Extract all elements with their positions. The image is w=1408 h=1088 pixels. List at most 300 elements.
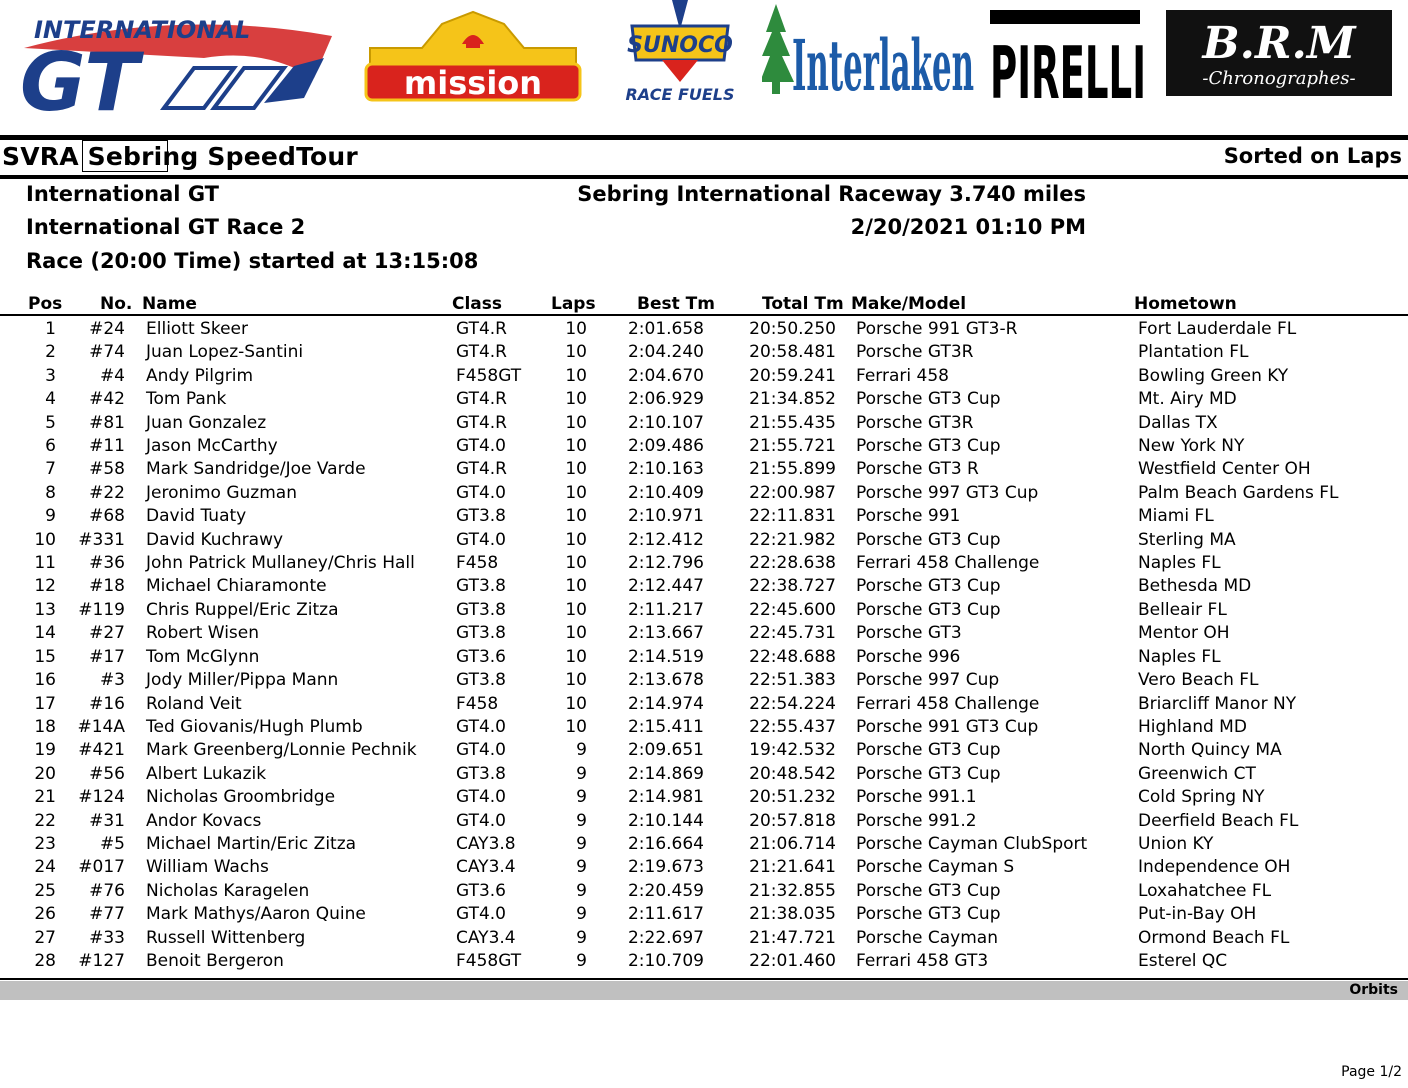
laps-cell: 9	[576, 833, 587, 854]
total-time-cell: 22:51.383	[749, 670, 836, 691]
column-header-no: No.	[100, 294, 133, 314]
class-cell: GT4.0	[456, 904, 506, 925]
hometown-cell: Naples FL	[1138, 646, 1221, 667]
table-row	[0, 880, 1408, 903]
position-cell: 27	[34, 927, 56, 948]
race-datetime: 2/20/2021 01:10 PM	[850, 215, 1086, 239]
hometown-cell: Esterel QC	[1138, 950, 1228, 971]
car-number-cell: #5	[99, 833, 125, 854]
position-cell: 2	[45, 342, 56, 363]
total-time-cell: 21:55.899	[749, 459, 836, 480]
position-cell: 18	[34, 716, 56, 737]
make-model-cell: Ferrari 458 Challenge	[856, 553, 1040, 574]
driver-name-cell: Jeronimo Guzman	[146, 482, 297, 503]
make-model-cell: Ferrari 458 GT3	[856, 950, 989, 971]
car-number-cell: #68	[89, 506, 125, 527]
svg-text:INTERNATIONAL: INTERNATIONAL	[34, 16, 251, 44]
class-cell: GT4.R	[456, 319, 507, 339]
driver-name-cell: Andor Kovacs	[146, 810, 262, 831]
hometown-cell: Westfield Center OH	[1138, 459, 1311, 480]
class-cell: F458	[456, 693, 499, 714]
car-number-cell: #119	[78, 599, 125, 620]
class-cell: GT3.8	[456, 763, 506, 784]
table-row	[0, 716, 1408, 739]
make-model-cell: Porsche GT3R	[856, 412, 974, 433]
position-cell: 10	[34, 529, 56, 550]
track-info: Sebring International Raceway 3.740 miles	[577, 182, 1086, 206]
car-number-cell: #76	[89, 880, 125, 901]
car-number-cell: #31	[89, 810, 125, 831]
laps-cell: 9	[576, 880, 587, 901]
make-model-cell: Porsche GT3 Cup	[856, 389, 1001, 410]
laps-cell: 10	[565, 342, 587, 363]
driver-name-cell: David Kuchrawy	[146, 529, 284, 550]
position-cell: 4	[45, 389, 56, 410]
laps-cell: 10	[565, 576, 587, 597]
hometown-cell: Naples FL	[1138, 553, 1221, 574]
total-time-cell: 21:21.641	[749, 857, 836, 878]
class-cell: GT3.8	[456, 599, 506, 620]
table-row	[0, 622, 1408, 645]
table-row	[0, 739, 1408, 762]
table-row	[0, 412, 1408, 435]
driver-name-cell: Robert Wisen	[146, 623, 260, 644]
best-time-cell: 2:04.240	[627, 342, 704, 363]
total-time-cell: 22:28.638	[749, 553, 836, 574]
driver-name-cell: Benoit Bergeron	[146, 950, 284, 971]
position-cell: 24	[34, 857, 56, 878]
laps-cell: 10	[565, 389, 587, 410]
make-model-cell: Porsche 991 GT3 Cup	[856, 716, 1039, 737]
car-number-cell: #74	[89, 342, 125, 363]
svg-text:Interlaken: Interlaken	[792, 24, 974, 98]
table-row	[0, 927, 1408, 950]
class-cell: GT4.0	[456, 716, 506, 737]
class-cell: GT4.0	[456, 482, 506, 503]
position-cell: 5	[45, 412, 56, 433]
column-header-rule	[0, 314, 1408, 316]
position-cell: 20	[34, 763, 56, 784]
best-time-cell: 2:10.409	[627, 482, 704, 503]
column-header-hometown: Hometown	[1134, 294, 1237, 314]
total-time-cell: 21:55.721	[749, 436, 836, 457]
class-cell: GT4.0	[456, 740, 506, 761]
total-time-cell: 22:45.731	[749, 623, 836, 644]
total-time-cell: 21:55.435	[749, 412, 836, 433]
table-row	[0, 552, 1408, 575]
car-number-cell: #27	[89, 623, 125, 644]
best-time-cell: 2:13.678	[627, 670, 704, 691]
laps-cell: 10	[565, 646, 587, 667]
class-cell: CAY3.8	[456, 833, 516, 854]
table-row	[0, 575, 1408, 598]
column-header-laps: Laps	[551, 294, 596, 314]
hometown-cell: New York NY	[1138, 436, 1245, 457]
car-number-cell: #017	[78, 857, 125, 878]
table-row	[0, 505, 1408, 528]
hometown-cell: Sterling MA	[1138, 529, 1236, 550]
hometown-cell: Plantation FL	[1138, 342, 1249, 363]
header-top-rule	[0, 135, 1408, 140]
brm-chronographes-logo	[1166, 10, 1392, 96]
laps-cell: 9	[576, 787, 587, 808]
car-number-cell: #4	[99, 365, 125, 386]
best-time-cell: 2:11.217	[627, 599, 704, 620]
make-model-cell: Porsche GT3 Cup	[856, 763, 1001, 784]
mission-logo	[362, 8, 584, 104]
car-number-cell: #24	[89, 319, 125, 339]
class-cell: GT4.0	[456, 529, 506, 550]
laps-cell: 10	[565, 319, 587, 339]
best-time-cell: 2:14.869	[627, 763, 704, 784]
svg-text:GT: GT	[20, 36, 139, 120]
driver-name-cell: Tom McGlynn	[146, 646, 260, 667]
best-time-cell: 2:10.107	[627, 412, 704, 433]
hometown-cell: North Quincy MA	[1138, 740, 1282, 761]
driver-name-cell: John Patrick Mullaney/Chris Hall	[146, 553, 415, 574]
best-time-cell: 2:22.697	[627, 927, 704, 948]
position-cell: 14	[34, 623, 56, 644]
total-time-cell: 20:58.481	[749, 342, 836, 363]
total-time-cell: 21:06.714	[749, 833, 836, 854]
car-number-cell: #124	[78, 787, 125, 808]
position-cell: 26	[34, 904, 56, 925]
svg-text:RACE FUELS: RACE FUELS	[625, 85, 735, 104]
total-time-cell: 20:51.232	[749, 787, 836, 808]
table-row	[0, 388, 1408, 411]
total-time-cell: 21:34.852	[749, 389, 836, 410]
interlaken-logo	[762, 2, 976, 98]
total-time-cell: 20:50.250	[749, 319, 836, 339]
car-number-cell: #14A	[77, 716, 125, 737]
class-cell: GT4.0	[456, 810, 506, 831]
best-time-cell: 2:14.974	[627, 693, 704, 714]
make-model-cell: Porsche 991	[856, 506, 961, 527]
driver-name-cell: Andy Pilgrim	[146, 365, 254, 386]
make-model-cell: Porsche 991 GT3-R	[856, 319, 1018, 339]
best-time-cell: 2:14.519	[627, 646, 704, 667]
laps-cell: 9	[576, 763, 587, 784]
car-number-cell: #421	[78, 740, 125, 761]
laps-cell: 10	[565, 365, 587, 386]
table-row	[0, 810, 1408, 833]
hometown-cell: Deerfield Beach FL	[1138, 810, 1299, 831]
total-time-cell: 21:38.035	[749, 904, 836, 925]
hometown-cell: Bethesda MD	[1138, 576, 1252, 597]
best-time-cell: 2:10.709	[627, 950, 704, 971]
driver-name-cell: Michael Martin/Eric Zitza	[146, 833, 357, 854]
position-cell: 22	[34, 810, 56, 831]
class-cell: CAY3.4	[456, 927, 516, 948]
svg-text:-Chronographes-: -Chronographes-	[1202, 68, 1356, 89]
hometown-cell: Dallas TX	[1138, 412, 1218, 433]
laps-cell: 10	[565, 506, 587, 527]
laps-cell: 9	[576, 857, 587, 878]
driver-name-cell: Mark Sandridge/Joe Varde	[146, 459, 366, 480]
total-time-cell: 19:42.532	[749, 740, 836, 761]
table-row	[0, 365, 1408, 388]
total-time-cell: 22:48.688	[749, 646, 836, 667]
race-start-info: Race (20:00 Time) started at 13:15:08	[26, 249, 479, 273]
position-cell: 15	[34, 646, 56, 667]
class-cell: F458GT	[456, 365, 522, 386]
position-cell: 17	[34, 693, 56, 714]
make-model-cell: Porsche GT3 Cup	[856, 599, 1001, 620]
laps-cell: 9	[576, 810, 587, 831]
page-number: Page 1/2	[1341, 1064, 1402, 1080]
make-model-cell: Porsche GT3 Cup	[856, 904, 1001, 925]
table-row	[0, 669, 1408, 692]
total-time-cell: 22:21.982	[749, 529, 836, 550]
driver-name-cell: Elliott Skeer	[146, 319, 248, 339]
best-time-cell: 2:01.658	[627, 319, 704, 339]
table-row	[0, 341, 1408, 364]
table-row	[0, 318, 1408, 341]
table-row	[0, 482, 1408, 505]
car-number-cell: #11	[89, 436, 125, 457]
column-header-pos: Pos	[28, 294, 63, 314]
table-row	[0, 950, 1408, 973]
laps-cell: 10	[565, 670, 587, 691]
driver-name-cell: Albert Lukazik	[146, 763, 267, 784]
best-time-cell: 2:09.486	[627, 436, 704, 457]
driver-name-cell: William Wachs	[146, 857, 269, 878]
car-number-cell: #3	[99, 670, 125, 691]
hometown-cell: Independence OH	[1138, 857, 1291, 878]
svg-text:mission: mission	[403, 64, 543, 102]
international-gt-logo	[14, 8, 340, 120]
best-time-cell: 2:13.667	[627, 623, 704, 644]
laps-cell: 9	[576, 740, 587, 761]
best-time-cell: 2:10.163	[627, 459, 704, 480]
make-model-cell: Porsche GT3 Cup	[856, 740, 1001, 761]
driver-name-cell: Nicholas Groombridge	[146, 787, 336, 808]
driver-name-cell: Jason McCarthy	[146, 436, 278, 457]
svg-text:SUNOCO: SUNOCO	[627, 33, 733, 58]
make-model-cell: Ferrari 458 Challenge	[856, 693, 1040, 714]
best-time-cell: 2:06.929	[627, 389, 704, 410]
make-model-cell: Porsche GT3 Cup	[856, 436, 1001, 457]
hometown-cell: Loxahatchee FL	[1138, 880, 1272, 901]
pirelli-logo	[990, 8, 1148, 102]
position-cell: 28	[34, 950, 56, 971]
class-cell: GT3.6	[456, 646, 506, 667]
make-model-cell: Porsche GT3 Cup	[856, 880, 1001, 901]
hometown-cell: Put-in-Bay OH	[1138, 904, 1257, 925]
race-name: International GT Race 2	[26, 215, 306, 239]
class-cell: GT3.8	[456, 670, 506, 691]
best-time-cell: 2:12.796	[627, 553, 704, 574]
class-cell: GT3.8	[456, 576, 506, 597]
car-number-cell: #22	[89, 482, 125, 503]
hometown-cell: Union KY	[1138, 833, 1214, 854]
make-model-cell: Porsche GT3 Cup	[856, 576, 1001, 597]
position-cell: 9	[45, 506, 56, 527]
class-cell: GT4.R	[456, 342, 507, 363]
make-model-cell: Porsche GT3 Cup	[856, 529, 1001, 550]
make-model-cell: Porsche GT3R	[856, 342, 974, 363]
driver-name-cell: Russell Wittenberg	[146, 927, 306, 948]
driver-name-cell: Ted Giovanis/Hugh Plumb	[146, 716, 363, 737]
class-cell: GT4.R	[456, 412, 507, 433]
total-time-cell: 22:11.831	[749, 506, 836, 527]
sunoco-race-fuels-logo	[612, 0, 748, 104]
driver-name-cell: David Tuaty	[146, 506, 247, 527]
total-time-cell: 22:38.727	[749, 576, 836, 597]
column-header-class: Class	[452, 294, 503, 314]
laps-cell: 10	[565, 482, 587, 503]
class-cell: GT4.0	[456, 436, 506, 457]
position-cell: 19	[34, 740, 56, 761]
make-model-cell: Porsche Cayman	[856, 927, 998, 948]
best-time-cell: 2:19.673	[627, 857, 704, 878]
hometown-cell: Briarcliff Manor NY	[1138, 693, 1297, 714]
table-bottom-rule	[0, 978, 1408, 980]
car-number-cell: #81	[89, 412, 125, 433]
total-time-cell: 21:32.855	[749, 880, 836, 901]
driver-name-cell: Chris Ruppel/Eric Zitza	[146, 599, 339, 620]
driver-name-cell: Tom Pank	[146, 389, 227, 410]
total-time-cell: 22:55.437	[749, 716, 836, 737]
class-cell: GT3.8	[456, 506, 506, 527]
best-time-cell: 2:12.412	[627, 529, 704, 550]
class-cell: F458GT	[456, 950, 522, 971]
car-number-cell: #127	[78, 950, 125, 971]
car-number-cell: #36	[89, 553, 125, 574]
class-cell: GT3.6	[456, 880, 506, 901]
make-model-cell: Porsche 996	[856, 646, 961, 667]
position-cell: 13	[34, 599, 56, 620]
position-cell: 6	[45, 436, 56, 457]
car-number-cell: #42	[89, 389, 125, 410]
make-model-cell: Porsche 991.1	[856, 787, 977, 808]
position-cell: 12	[34, 576, 56, 597]
make-model-cell: Porsche GT3 R	[856, 459, 979, 480]
laps-cell: 10	[565, 623, 587, 644]
total-time-cell: 22:54.224	[749, 693, 836, 714]
table-row	[0, 646, 1408, 669]
footer-bar	[0, 981, 1408, 1000]
position-cell: 16	[34, 670, 56, 691]
class-cell: GT4.0	[456, 787, 506, 808]
results-table	[0, 318, 1408, 973]
best-time-cell: 2:20.459	[627, 880, 704, 901]
driver-name-cell: Michael Chiaramonte	[146, 576, 327, 597]
sponsor-logo-strip	[0, 0, 1408, 128]
text-selection-box	[82, 140, 168, 172]
svg-text:B.R.M: B.R.M	[1202, 18, 1356, 69]
car-number-cell: #331	[78, 529, 125, 550]
laps-cell: 9	[576, 904, 587, 925]
best-time-cell: 2:15.411	[627, 716, 704, 737]
position-cell: 11	[34, 553, 56, 574]
driver-name-cell: Mark Greenberg/Lonnie Pechnik	[146, 740, 417, 761]
best-time-cell: 2:09.651	[627, 740, 704, 761]
total-time-cell: 20:59.241	[749, 365, 836, 386]
car-number-cell: #18	[89, 576, 125, 597]
column-header-total-time: Total Tm	[762, 294, 844, 314]
hometown-cell: Cold Spring NY	[1138, 787, 1265, 808]
hometown-cell: Highland MD	[1138, 716, 1247, 737]
best-time-cell: 2:10.971	[627, 506, 704, 527]
position-cell: 1	[45, 319, 56, 339]
class-cell: GT4.R	[456, 459, 507, 480]
sort-indicator: Sorted on Laps	[1223, 144, 1402, 168]
total-time-cell: 22:00.987	[749, 482, 836, 503]
total-time-cell: 22:01.460	[749, 950, 836, 971]
make-model-cell: Porsche GT3	[856, 623, 962, 644]
table-row	[0, 529, 1408, 552]
car-number-cell: #17	[89, 646, 125, 667]
best-time-cell: 2:11.617	[627, 904, 704, 925]
make-model-cell: Porsche Cayman ClubSport	[856, 833, 1088, 854]
position-cell: 23	[34, 833, 56, 854]
total-time-cell: 21:47.721	[749, 927, 836, 948]
position-cell: 25	[34, 880, 56, 901]
make-model-cell: Ferrari 458	[856, 365, 949, 386]
class-cell: GT3.8	[456, 623, 506, 644]
make-model-cell: Porsche 997 Cup	[856, 670, 1000, 691]
hometown-cell: Miami FL	[1138, 506, 1214, 527]
laps-cell: 10	[565, 412, 587, 433]
car-number-cell: #56	[89, 763, 125, 784]
make-model-cell: Porsche 997 GT3 Cup	[856, 482, 1039, 503]
table-row	[0, 458, 1408, 481]
table-row	[0, 763, 1408, 786]
hometown-cell: Ormond Beach FL	[1138, 927, 1290, 948]
best-time-cell: 2:04.670	[627, 365, 704, 386]
driver-name-cell: Juan Gonzalez	[146, 412, 267, 433]
class-cell: GT4.R	[456, 389, 507, 410]
hometown-cell: Palm Beach Gardens FL	[1138, 482, 1339, 503]
laps-cell: 10	[565, 553, 587, 574]
total-time-cell: 20:57.818	[749, 810, 836, 831]
best-time-cell: 2:10.144	[627, 810, 704, 831]
table-row	[0, 599, 1408, 622]
car-number-cell: #77	[89, 904, 125, 925]
laps-cell: 9	[576, 927, 587, 948]
table-row	[0, 786, 1408, 809]
orbits-brand: Orbits	[1349, 982, 1398, 998]
best-time-cell: 2:14.981	[627, 787, 704, 808]
position-cell: 7	[45, 459, 56, 480]
hometown-cell: Belleair FL	[1138, 599, 1227, 620]
class-cell: F458	[456, 553, 499, 574]
driver-name-cell: Jody Miller/Pippa Mann	[146, 670, 339, 691]
car-number-cell: #33	[89, 927, 125, 948]
class-cell: CAY3.4	[456, 857, 516, 878]
table-row	[0, 435, 1408, 458]
column-header-name: Name	[142, 294, 197, 314]
column-header-make-model: Make/Model	[851, 294, 967, 314]
table-row	[0, 833, 1408, 856]
position-cell: 21	[34, 787, 56, 808]
event-title: SVRA Sebring SpeedTour	[2, 142, 358, 171]
driver-name-cell: Nicholas Karagelen	[146, 880, 310, 901]
laps-cell: 10	[565, 716, 587, 737]
driver-name-cell: Mark Mathys/Aaron Quine	[146, 904, 366, 925]
table-row	[0, 693, 1408, 716]
column-header-best-time: Best Tm	[637, 294, 715, 314]
laps-cell: 10	[565, 459, 587, 480]
position-cell: 3	[45, 365, 56, 386]
position-cell: 8	[45, 482, 56, 503]
table-row	[0, 856, 1408, 879]
series-name: International GT	[26, 182, 220, 206]
make-model-cell: Porsche Cayman S	[856, 857, 1015, 878]
hometown-cell: Bowling Green KY	[1138, 365, 1289, 386]
laps-cell: 10	[565, 693, 587, 714]
